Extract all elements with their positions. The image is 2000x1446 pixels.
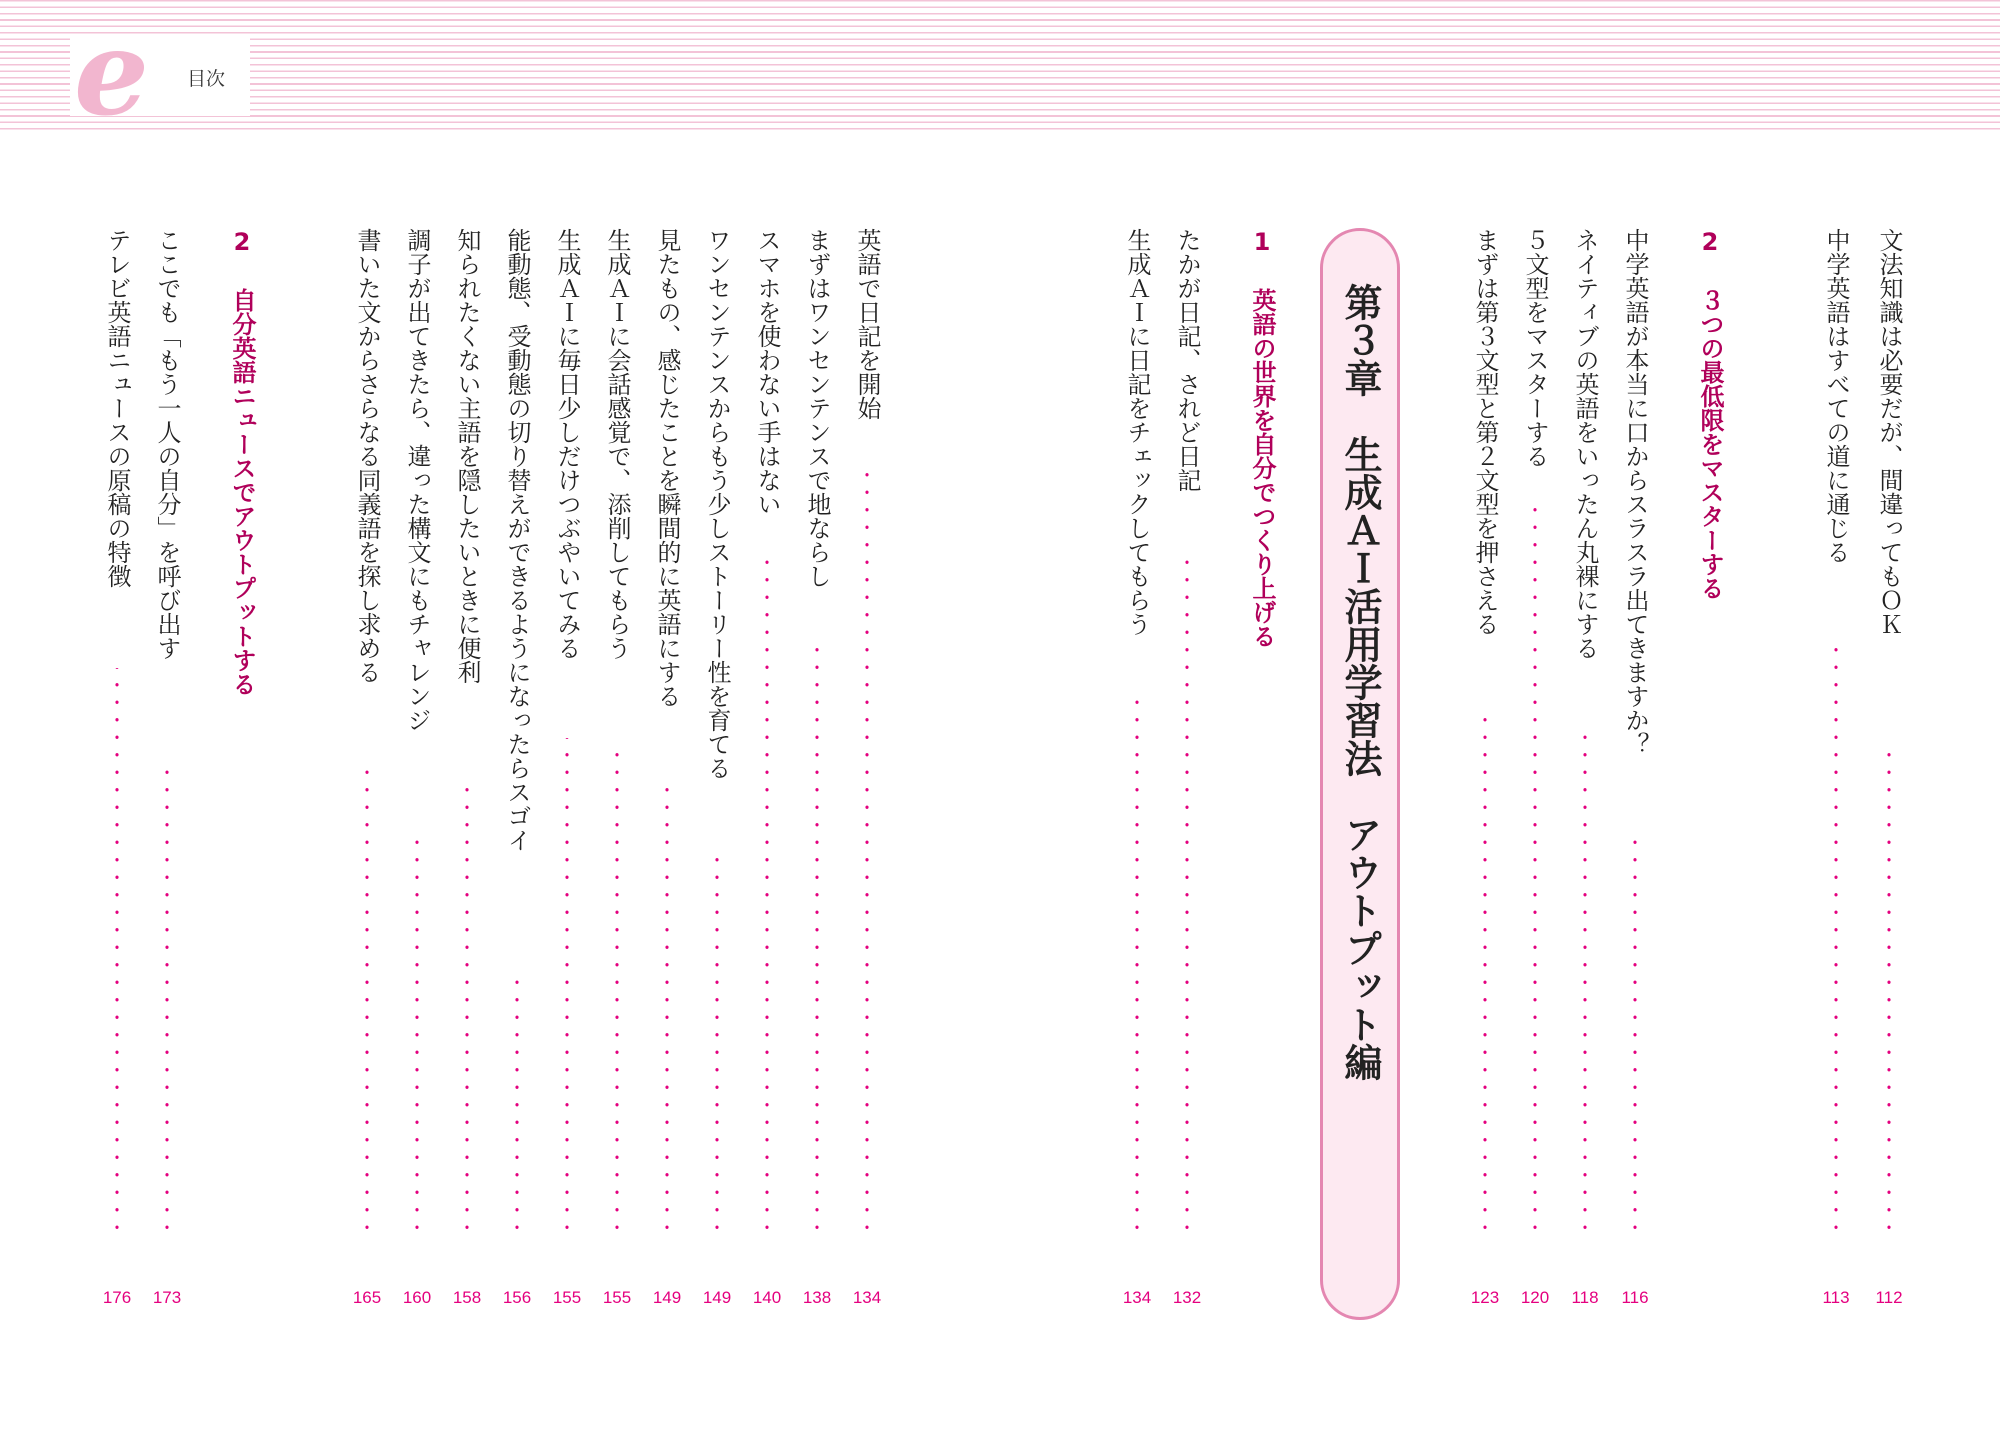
toc-entry[interactable]	[145, 228, 189, 1308]
toc-entry-title: 能動態、受動態の切り替えができるようになったらスゴイ	[503, 228, 531, 852]
toc-entry-page: 120	[1520, 1288, 1550, 1307]
leader-dots	[715, 858, 719, 1236]
leader-dots	[365, 768, 369, 1236]
toc-entry-title: 知られたくない主語を隠したいときに便利	[453, 228, 481, 684]
chapter-heading-box	[1320, 228, 1400, 1320]
toc-entry-title: 文法知識は必要だが、間違ってもＯＫ	[1875, 228, 1903, 636]
toc-entry[interactable]	[95, 228, 139, 1308]
section-number: 2	[233, 228, 251, 256]
leader-dots	[1533, 508, 1537, 1236]
toc-entry-title: ワンセンテンスからもう少しストーリー性を育てる	[703, 228, 731, 780]
leader-dots	[615, 748, 619, 1236]
toc-entry-title: 生成ＡＩに毎日少しだけつぶやいてみる	[553, 228, 581, 660]
toc-entry-page: 149	[652, 1288, 682, 1307]
toc-entry[interactable]	[445, 228, 489, 1308]
toc-entry-title: ５文型をマスターする	[1521, 228, 1549, 468]
leader-dots	[1633, 838, 1637, 1236]
toc-entry-title: ここでも「もう一人の自分」を呼び出す	[153, 228, 181, 660]
toc-entry-page: 116	[1621, 1288, 1649, 1307]
chapter-title: 第３章 生成ＡＩ活用学習法 アウトプット編	[1338, 283, 1382, 1081]
toc-entry-title: 調子が出てきたら、違った構文にもチャレンジ	[403, 228, 431, 732]
toc-entry-title: まずは第３文型と第２文型を押さえる	[1471, 228, 1499, 636]
toc-entry[interactable]	[595, 228, 639, 1308]
toc-entry-title: スマホを使わない手はない	[753, 228, 781, 516]
toc-entry[interactable]	[795, 228, 839, 1308]
toc-entry[interactable]	[1867, 228, 1911, 1308]
leader-dots	[1483, 718, 1487, 1236]
section-title: 英語の世界を自分でつくり上げる	[1248, 288, 1276, 648]
toc-entry-title: 書いた文からさらなる同義語を探し求める	[353, 228, 381, 684]
toc-entry[interactable]	[745, 228, 789, 1308]
toc-entry[interactable]	[1115, 228, 1159, 1308]
leader-dots	[665, 788, 669, 1236]
toc-entry-page: 173	[152, 1288, 182, 1307]
toc-entry-page: 176	[102, 1288, 132, 1307]
leader-dots	[815, 638, 819, 1236]
leader-dots	[1185, 558, 1189, 1236]
section-title: ３つの最低限をマスターする	[1696, 288, 1724, 600]
toc-entry-page: 155	[552, 1288, 582, 1307]
toc-entry[interactable]	[395, 228, 439, 1308]
leader-dots	[465, 778, 469, 1236]
toc-entry-title: 生成ＡＩに日記をチェックしてもらう	[1123, 228, 1151, 636]
leader-dots	[165, 763, 169, 1236]
toc-entry-title: 英語で日記を開始	[853, 228, 881, 420]
toc-entry[interactable]	[545, 228, 589, 1308]
leader-dots	[1583, 728, 1587, 1236]
toc-entry-page: 123	[1470, 1288, 1500, 1307]
leader-dots	[565, 738, 569, 1236]
leader-dots	[1887, 748, 1891, 1236]
toc-entry[interactable]	[1563, 228, 1607, 1308]
toc-entry-title: 中学英語はすべての道に通じる	[1822, 228, 1850, 564]
toc-entry[interactable]	[1613, 228, 1657, 1308]
toc-entry-title: 見たもの、感じたことを瞬間的に英語にする	[653, 228, 681, 708]
toc-entry-page: 138	[802, 1288, 832, 1307]
page-title: 目次	[187, 68, 226, 90]
toc-entry-page: 149	[702, 1288, 732, 1307]
toc-entry-page: 118	[1571, 1288, 1599, 1307]
toc-entry-title: テレビ英語ニュースの原稿の特徴	[103, 228, 131, 588]
leader-dots	[515, 968, 519, 1236]
toc-entry-page: 134	[852, 1288, 882, 1307]
toc-entry[interactable]	[345, 228, 389, 1308]
toc-entry[interactable]	[495, 228, 539, 1308]
toc-entry-page: 134	[1122, 1288, 1152, 1307]
section-heading	[1240, 228, 1284, 828]
toc-entry[interactable]	[1814, 228, 1858, 1308]
leader-dots	[865, 473, 869, 1236]
header-band	[0, 0, 2000, 142]
toc-entry-title: まずはワンセンテンスで地ならし	[803, 228, 831, 588]
section-title: 自分英語ニュースでアウトプットする	[228, 288, 256, 696]
leader-dots	[115, 668, 119, 1236]
leader-dots	[415, 828, 419, 1236]
toc-entry-title: たかが日記、されど日記	[1173, 228, 1201, 492]
toc-entry[interactable]	[845, 228, 889, 1308]
toc-entry-title: 中学英語が本当に口からスラスラ出てきますか？	[1621, 228, 1649, 756]
toc-entry-page: 112	[1875, 1288, 1903, 1307]
toc-entry-page: 140	[752, 1288, 782, 1307]
toc-entry-page: 165	[352, 1288, 382, 1307]
toc-entry-page: 160	[402, 1288, 432, 1307]
toc-entry[interactable]	[1165, 228, 1209, 1308]
toc-entry-page: 113	[1822, 1288, 1850, 1307]
toc-entry[interactable]	[695, 228, 739, 1308]
toc-entry-page: 158	[452, 1288, 482, 1307]
section-number: 2	[1701, 228, 1719, 256]
section-number: 1	[1253, 228, 1271, 256]
section-heading	[1688, 228, 1732, 828]
toc-entry-title: 生成ＡＩに会話感覚で、添削してもらう	[603, 228, 631, 660]
toc-entry[interactable]	[645, 228, 689, 1308]
leader-dots	[1834, 648, 1838, 1236]
toc-entry-page: 156	[502, 1288, 532, 1307]
section-heading	[220, 228, 264, 828]
toc-entry-title: ネイティブの英語をいったん丸裸にする	[1571, 228, 1599, 660]
toc-entry-page: 155	[602, 1288, 632, 1307]
leader-dots	[765, 558, 769, 1236]
toc-entry[interactable]	[1463, 228, 1507, 1308]
toc-entry-page: 132	[1172, 1288, 1202, 1307]
leader-dots	[1135, 698, 1139, 1236]
e-logo: e	[74, 3, 150, 142]
toc-entry[interactable]	[1513, 228, 1557, 1308]
